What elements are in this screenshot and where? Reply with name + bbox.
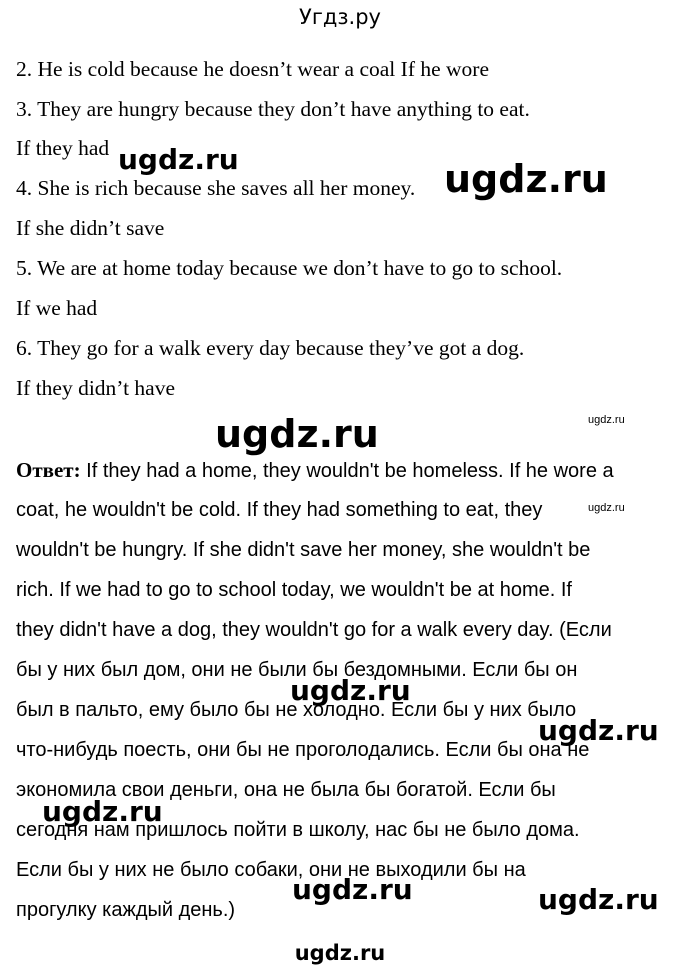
watermark: ugdz.ru [118,143,239,176]
answer-row: coat, he wouldn't be cold. If they had something to eat, they [16,499,543,521]
answer-row: бы у них был дом, они не были бы бездомными. Если бы он [16,659,578,681]
task-line: 4. She is rich because she saves all her money. [16,176,416,200]
task-line: 6. They go for a walk every day because they’ve got a dog. [16,336,525,360]
footer-watermark: ugdz.ru [294,941,386,965]
task-line: 3. They are hungry because they don’t have anything to eat. [16,97,530,121]
watermark: ugdz.ru [538,714,659,747]
watermark: ugdz.ru [292,873,413,906]
answer-row: Если бы у них не было собаки, они не выходили бы на [16,859,526,881]
page-title: Угдз.ру [299,5,381,29]
watermark: ugdz.ru [42,795,163,828]
answer-row: they didn't have a dog, they wouldn't go for a walk every day. (Если [16,619,612,641]
answer-text: If they had a home, they wouldn't be homeless. If he wore a [80,460,614,482]
watermark-small: ugdz.ru [588,502,625,514]
watermark: ugdz.ru [444,157,608,201]
answer-row: что-нибудь поесть, они бы не проголодались. Если бы она не [16,739,590,761]
task-line: If they didn’t have [16,376,176,400]
answer-row: экономила свои деньги, она не была бы богатой. Если бы [16,779,556,801]
watermark-small: ugdz.ru [588,414,625,426]
watermark: ugdz.ru [290,674,411,707]
task-line: If they had [16,136,110,160]
task-line: 5. We are at home today because we don’t have to go to school. [16,256,563,280]
answer-row: был в пальто, ему было бы не холодно. Если бы у них было [16,699,577,721]
watermark: ugdz.ru [538,883,659,916]
answer-label: Ответ: [16,458,81,482]
watermark: ugdz.ru [215,412,379,456]
answer-row [16,450,656,490]
answer-row: rich. If we had to go to school today, we wouldn't be at home. If [16,579,572,601]
task-line: 2. He is cold because he doesn’t wear a coal If he wore [16,57,489,81]
answer-row: сегодня нам пришлось пойти в школу, нас бы не было дома. [16,819,580,841]
task-line: If we had [16,296,98,320]
answer-row: wouldn't be hungry. If she didn't save her money, she wouldn't be [16,539,591,561]
task-line: If she didn’t save [16,216,165,240]
answer-row: прогулку каждый день.) [16,899,236,921]
